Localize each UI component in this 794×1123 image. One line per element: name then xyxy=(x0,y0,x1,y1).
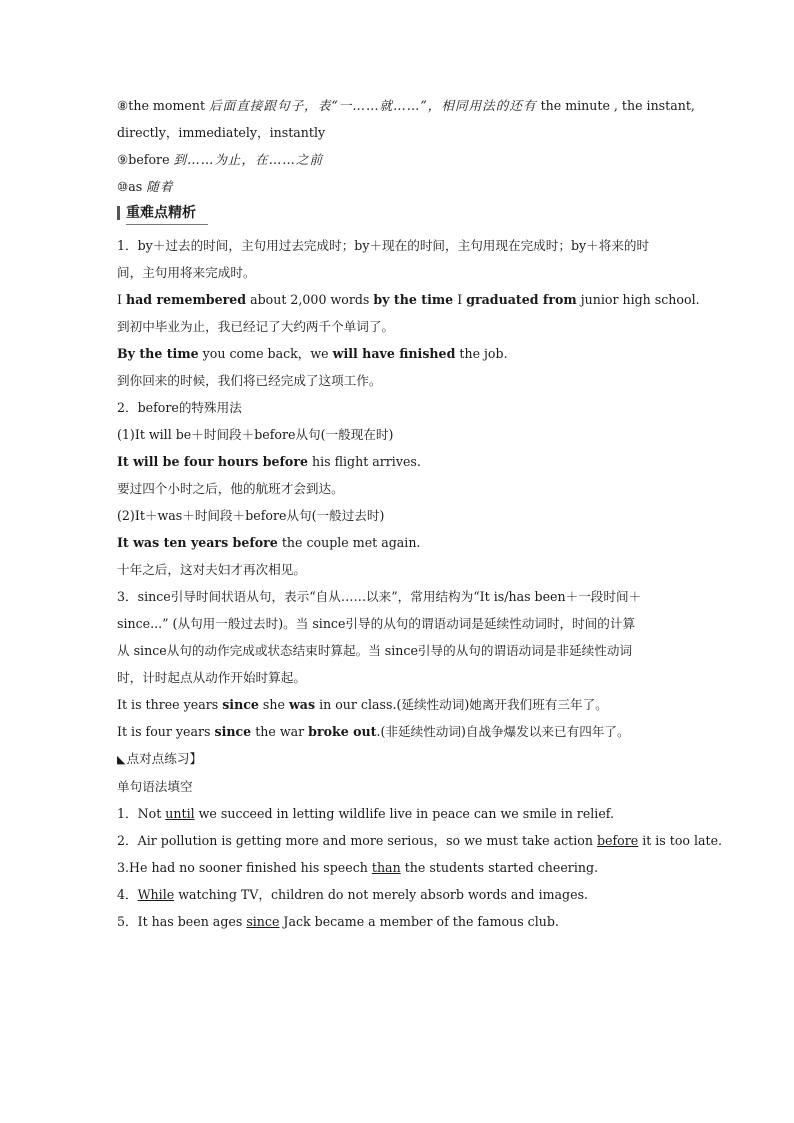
answer-blank: than xyxy=(371,860,401,875)
point-3-line-4: 时，计时起点从动作开始时算起。 xyxy=(117,670,306,685)
intro-item-10: ⑩as 随着 xyxy=(117,179,174,194)
point-3-line-3: 从 since从句的动作完成或状态结束时算起。当 since引导的从句的谓语动词是非延续性动词 xyxy=(117,643,633,658)
section-title: 重难点精析 xyxy=(126,202,208,225)
answer-blank: until xyxy=(165,806,195,821)
question-5: 5．It has been ages since Jack became a member of the famous club. xyxy=(117,914,559,929)
point-2-example-2-translation: 十年之后，这对夫妇才再次相见。 xyxy=(117,562,306,577)
intro-item-8: ⑧the moment 后面直接跟句子，表“一……就……”，相同用法的还有 the minute , the instant, xyxy=(117,98,695,113)
point-2-example-1-translation: 要过四个小时之后，他的航班才会到达。 xyxy=(117,481,344,496)
question-3: 3.He had no sooner finished his speech than the students started cheering. xyxy=(117,860,599,875)
section-heading xyxy=(117,200,682,226)
point-2-structure-2: (2)It＋was＋时间段＋before从句(一般过去时) xyxy=(117,508,385,523)
question-4: 4．While watching TV，children do not merely absorb words and images. xyxy=(117,887,589,902)
point-1-line-1: 1．by＋过去的时间，主句用过去完成时；by＋现在的时间，主句用现在完成时；by＋将来的时 xyxy=(117,238,650,253)
point-3-line-1: 3．since引导时间状语从句，表示“自从……以来”，常用结构为“It is/has been＋一段时间＋ xyxy=(117,589,642,604)
point-2-example-1: It will be four hours before his flight arrives. xyxy=(117,454,421,469)
intro-item-8-cont: directly，immediately，instantly xyxy=(117,125,326,140)
answer-blank: While xyxy=(137,887,175,902)
point-1-example-1-translation: 到初中毕业为止，我已经记了大约两千个单词了。 xyxy=(117,319,395,334)
point-2-example-2: It was ten years before the couple met again. xyxy=(117,535,421,550)
point-1-example-2: By the time you come back，we will have finished the job. xyxy=(117,346,508,361)
bracket-marker-icon: ◣ xyxy=(117,753,126,766)
point-3-example-2: It is four years since the war broke out.(非延续性动词)自战争爆发以来已有四年了。 xyxy=(117,724,630,739)
practice-title: ◣点对点练习】 xyxy=(117,751,203,766)
question-2: 2．Air pollution is getting more and more serious，so we must take action before it is too late. xyxy=(117,833,723,848)
bookmark-bar-icon xyxy=(117,206,120,220)
question-1: 1．Not until we succeed in letting wildlife live in peace can we smile in relief. xyxy=(117,806,615,821)
point-2-title: 2．before的特殊用法 xyxy=(117,400,242,415)
answer-blank: before xyxy=(596,833,639,848)
point-1-example-1: I had remembered about 2,000 words by the time I graduated from junior high school. xyxy=(117,292,700,307)
point-3-line-2: since...” (从句用一般过去时)。当 since引导的从句的谓语动词是延续性动词时，时间的计算 xyxy=(117,616,636,631)
point-1-line-2: 间，主句用将来完成时。 xyxy=(117,265,256,280)
point-3-example-1: It is three years since she was in our class.(延续性动词)她离开我们班有三年了。 xyxy=(117,697,608,712)
document-page xyxy=(117,92,723,935)
answer-blank: since xyxy=(246,914,280,929)
practice-subtitle: 单句语法填空 xyxy=(117,779,193,794)
point-2-structure-1: (1)It will be＋时间段＋before从句(一般现在时) xyxy=(117,427,394,442)
point-1-example-2-translation: 到你回来的时候，我们将已经完成了这项工作。 xyxy=(117,373,382,388)
intro-item-9: ⑨before 到……为止，在……之前 xyxy=(117,152,324,167)
